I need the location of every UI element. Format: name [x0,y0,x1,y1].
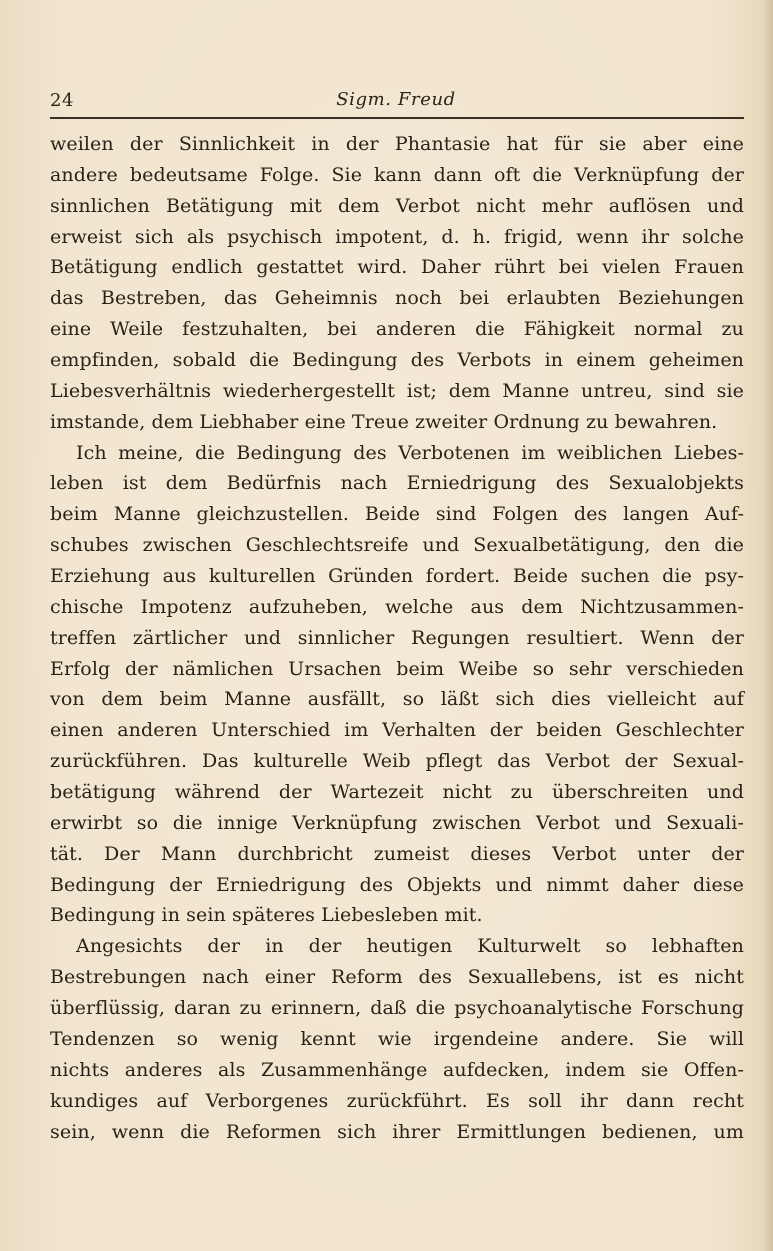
text-line: treffen zärtlicher und sinnlicher Regungen resultiert. Wenn der [50,626,744,649]
text-line: von dem beim Manne ausfällt, so läßt sich dies vielleicht auf [50,688,744,711]
header-rule [50,117,744,119]
text-line: imstande, dem Liebhaber eine Treue zweiter Ordnung zu bewahren. [50,410,718,433]
text-line: erwirbt so die innige Verknüpfung zwischen Verbot und Sexuali- [50,811,744,834]
text-line: eine Weile festzuhalten, bei anderen die Fähigkeit normal zu [50,318,744,341]
text-line: sein, wenn die Reformen sich ihrer Ermittlungen bedienen, um [50,1120,744,1143]
text-line: leben ist dem Bedürfnis nach Erniedrigung des Sexualobjekts [50,472,744,495]
text-line: schubes zwischen Geschlechtsreife und Sexualbetätigung, den die [50,534,744,557]
text-line: betätigung während der Wartezeit nicht zu überschreiten und [50,781,744,804]
text-line: andere bedeutsame Folge. Sie kann dann oft die Verknüpfung der [50,163,744,186]
text-line: Liebesverhältnis wiederhergestellt ist; dem Manne untreu, sind sie [50,379,744,402]
text-line: empfinden, sobald die Bedingung des Verbots in einem geheimen [50,349,744,372]
text-line: erweist sich als psychisch impotent, d. h. frigid, wenn ihr solche [50,225,744,248]
text-line: Betätigung endlich gestattet wird. Daher rührt bei vielen Frauen [50,256,744,279]
paragraph-start-line: Angesichts der in der heutigen Kulturwelt so lebhaften [76,935,744,958]
text-line: tät. Der Mann durchbricht zumeist dieses Verbot unter der [50,842,744,865]
text-line: beim Manne gleichzustellen. Beide sind Folgen des langen Auf- [50,503,744,526]
text-line: Tendenzen so wenig kennt wie irgendeine andere. Sie will [50,1027,744,1050]
text-line: Erziehung aus kulturellen Gründen fordert. Beide suchen die psy- [50,565,744,588]
page-number: 24 [50,90,74,111]
text-line: chische Impotenz aufzuheben, welche aus dem Nichtzusammen- [50,595,744,618]
page-edge-shadow [763,0,773,1251]
text-line: kundiges auf Verborgenes zurückführt. Es soll ihr dann recht [50,1089,744,1112]
paragraph-start-line: Ich meine, die Bedingung des Verbotenen im weiblichen Liebes- [76,441,744,464]
text-line: Bedingung der Erniedrigung des Objekts und nimmt daher diese [50,873,744,896]
body-text [50,129,744,1147]
text-line: Erfolg der nämlichen Ursachen beim Weibe so sehr verschieden [50,657,744,680]
text-line: sinnlichen Betätigung mit dem Verbot nicht mehr auflösen und [50,194,744,217]
text-line: Bedingung in sein späteres Liebesleben mit. [50,904,483,927]
text-line: Bestrebungen nach einer Reform des Sexuallebens, ist es nicht [50,966,744,989]
text-line: überflüssig, daran zu erinnern, daß die psychoanalytische Forschung [50,997,744,1020]
text-line: einen anderen Unterschied im Verhalten der beiden Geschlechter [50,719,744,742]
text-line: zurückführen. Das kulturelle Weib pflegt das Verbot der Sexual- [50,750,744,773]
page-header [50,88,742,114]
text-line: nichts anderes als Zusammenhänge aufdecken, indem sie Offen- [50,1058,744,1081]
text-line: das Bestreben, das Geheimnis noch bei erlaubten Beziehungen [50,287,744,310]
running-head: Sigm. Freud [336,89,456,110]
text-line: weilen der Sinnlichkeit in der Phantasie hat für sie aber eine [50,133,744,155]
